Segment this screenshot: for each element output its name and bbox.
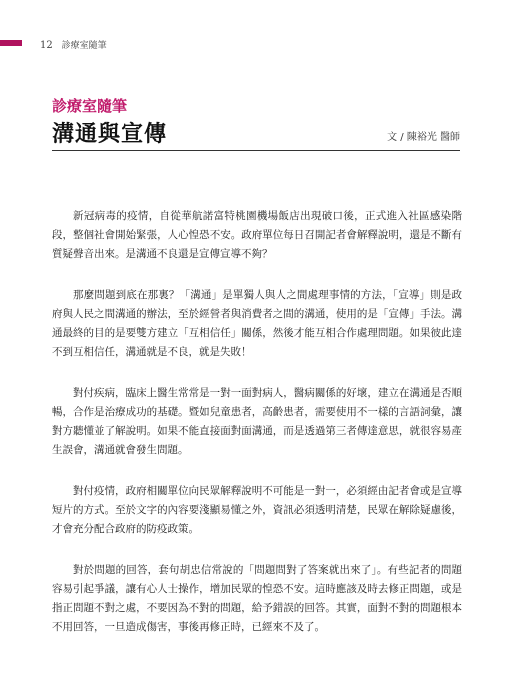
- article-title: 溝通與宣傳: [52, 122, 168, 147]
- running-head-section: 診療室隨筆: [61, 41, 107, 51]
- byline: 文 / 陳裕光 醫師: [387, 132, 460, 143]
- paragraph-4: 對付疫情，政府相關單位向民眾解釋說明不可能是一對一，必須經由記者會或是宣導短片的方式。至於文字的內容要淺顯易懂之外，資訊必須透明清楚，民眾在解除疑慮後，才會充分配合政府的防疫政策。: [52, 485, 462, 535]
- running-head: [40, 38, 107, 51]
- paragraph-5: 對於問題的回答，套句胡忠信常說的「問題問對了答案就出來了」。有些記者的問題容易引起爭議，讓有心人士操作，增加民眾的惶恐不安。這時應該及時去修正問題，或是指正問題不對之處，不要因為不對的問題，給予錯誤的回答。其實，面對不對的問題根本不用回答，一旦造成傷害，事後再修正時，已經來不及了。: [52, 564, 462, 633]
- paragraph-1: 新冠病毒的疫情，自從華航諾富特桃園機場飯店出現破口後，正式進入社區感染階段，整個社會開始緊張，人心惶恐不安。政府單位每日召開記者會解釋說明，還是不斷有質疑聲音出來。是溝通不良還是宣傳宣導不夠？: [52, 210, 462, 260]
- page-number: 12: [40, 40, 53, 51]
- header-accent-bar: [0, 40, 22, 46]
- column-title: 診療室隨筆: [52, 97, 128, 115]
- title-divider: [52, 150, 460, 151]
- article-body: [52, 207, 462, 659]
- paragraph-3: 對付疾病，臨床上醫生常常是一對一面對病人，醫病關係的好壞，建立在溝通是否順暢，合作是治療成功的基礎。暨如兒童患者，高齡患者，需要使用不一樣的言語詞彙，讓對方聽懂並了解說明。如果不能直接面對面溝通，而是透過第三者傳達意思，就很容易產生誤會，溝通就會發生問題。: [52, 387, 462, 456]
- paragraph-2: 那麼問題到底在那裏？「溝通」是單獨人與人之間處理事情的方法，「宣導」則是政府與人民之間溝通的辦法，至於經營者與消費者之間的溝通，使用的是「宣傳」手法。溝通最終的目的是要雙方建立「互相信任」關係，然後才能互相合作處理問題。如果彼此達不到互相信任，溝通就是不良，就是失敗！: [52, 289, 462, 358]
